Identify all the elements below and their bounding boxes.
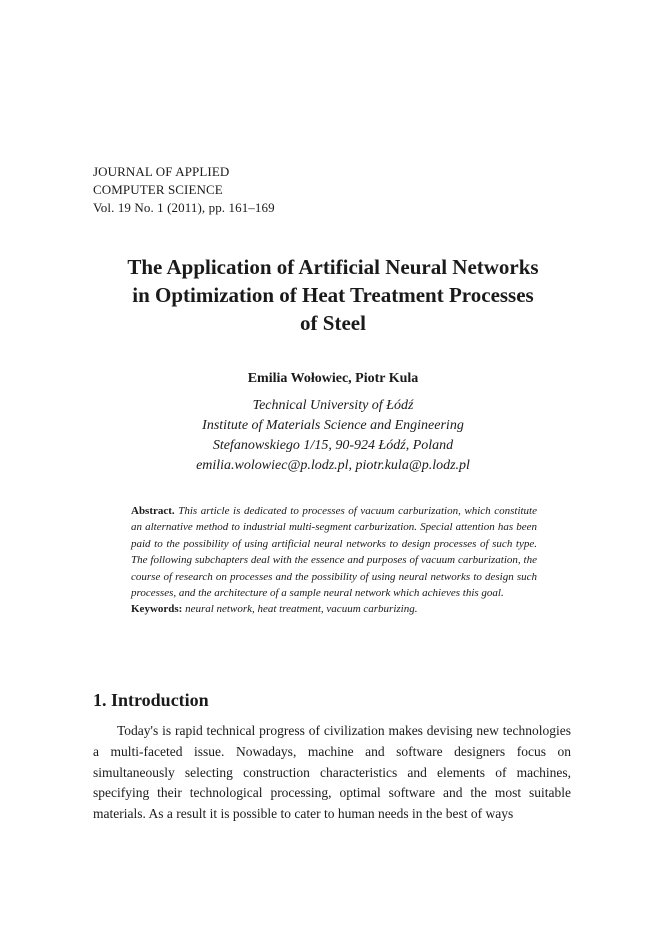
affiliation <box>60 396 606 476</box>
paper-title <box>60 253 606 337</box>
journal-name-line2: COMPUTER SCIENCE <box>93 182 223 197</box>
affiliation-emails: emilia.wolowiec@p.lodz.pl, piotr.kula@p.lodz.pl <box>196 458 470 473</box>
abstract-block <box>131 503 537 618</box>
affiliation-address: Stefanowskiego 1/15, 90-924 Łódź, Poland <box>212 438 454 453</box>
title-line2: in Optimization of Heat Treatment Processes <box>132 283 534 307</box>
abstract-label: Abstract. <box>131 505 175 517</box>
title-line1: The Application of Artificial Neural Networks <box>127 255 539 279</box>
journal-name-line1: JOURNAL OF APPLIED <box>93 164 230 179</box>
section-heading: 1. Introduction <box>93 690 209 710</box>
keywords-paragraph <box>131 601 537 617</box>
affiliation-institute: Institute of Materials Science and Engineering <box>202 418 464 433</box>
journal-header <box>93 163 275 217</box>
journal-volume: Vol. 19 No. 1 (2011), pp. 161–169 <box>93 200 275 215</box>
authors: Emilia Wołowiec, Piotr Kula <box>247 371 419 386</box>
affiliation-university: Technical University of Łódź <box>252 398 414 413</box>
keywords-text: neural network, heat treatment, vacuum carburizing. <box>185 603 418 616</box>
keywords-label: Keywords: <box>131 603 183 616</box>
section-body <box>93 721 571 825</box>
abstract-text: This article is dedicated to processes of vacuum carburization, which constitute an alternative method to industrial multi-segment carburization. Special attention has been paid to the possibility of using artificial neural networks to design processes of such type. The following subchapters deal with the essence and purposes of vacuum carburization, the course of research on processes and the possibility of using neural networks to design such processes, and the architecture of a sample neural network which achieves this goal. <box>131 505 537 600</box>
title-line3: of Steel <box>300 311 366 335</box>
intro-paragraph: Today's is rapid technical progress of civilization makes devising new technologies a multi-faceted issue. Nowadays, machine and software designers focus on simultaneously selecting construction characteristics and elements of machines, specifying their technological processing, optimal software and the most suitable materials. As a result it is possible to cater to human needs in the best of ways <box>93 723 571 822</box>
abstract-paragraph <box>131 503 537 601</box>
